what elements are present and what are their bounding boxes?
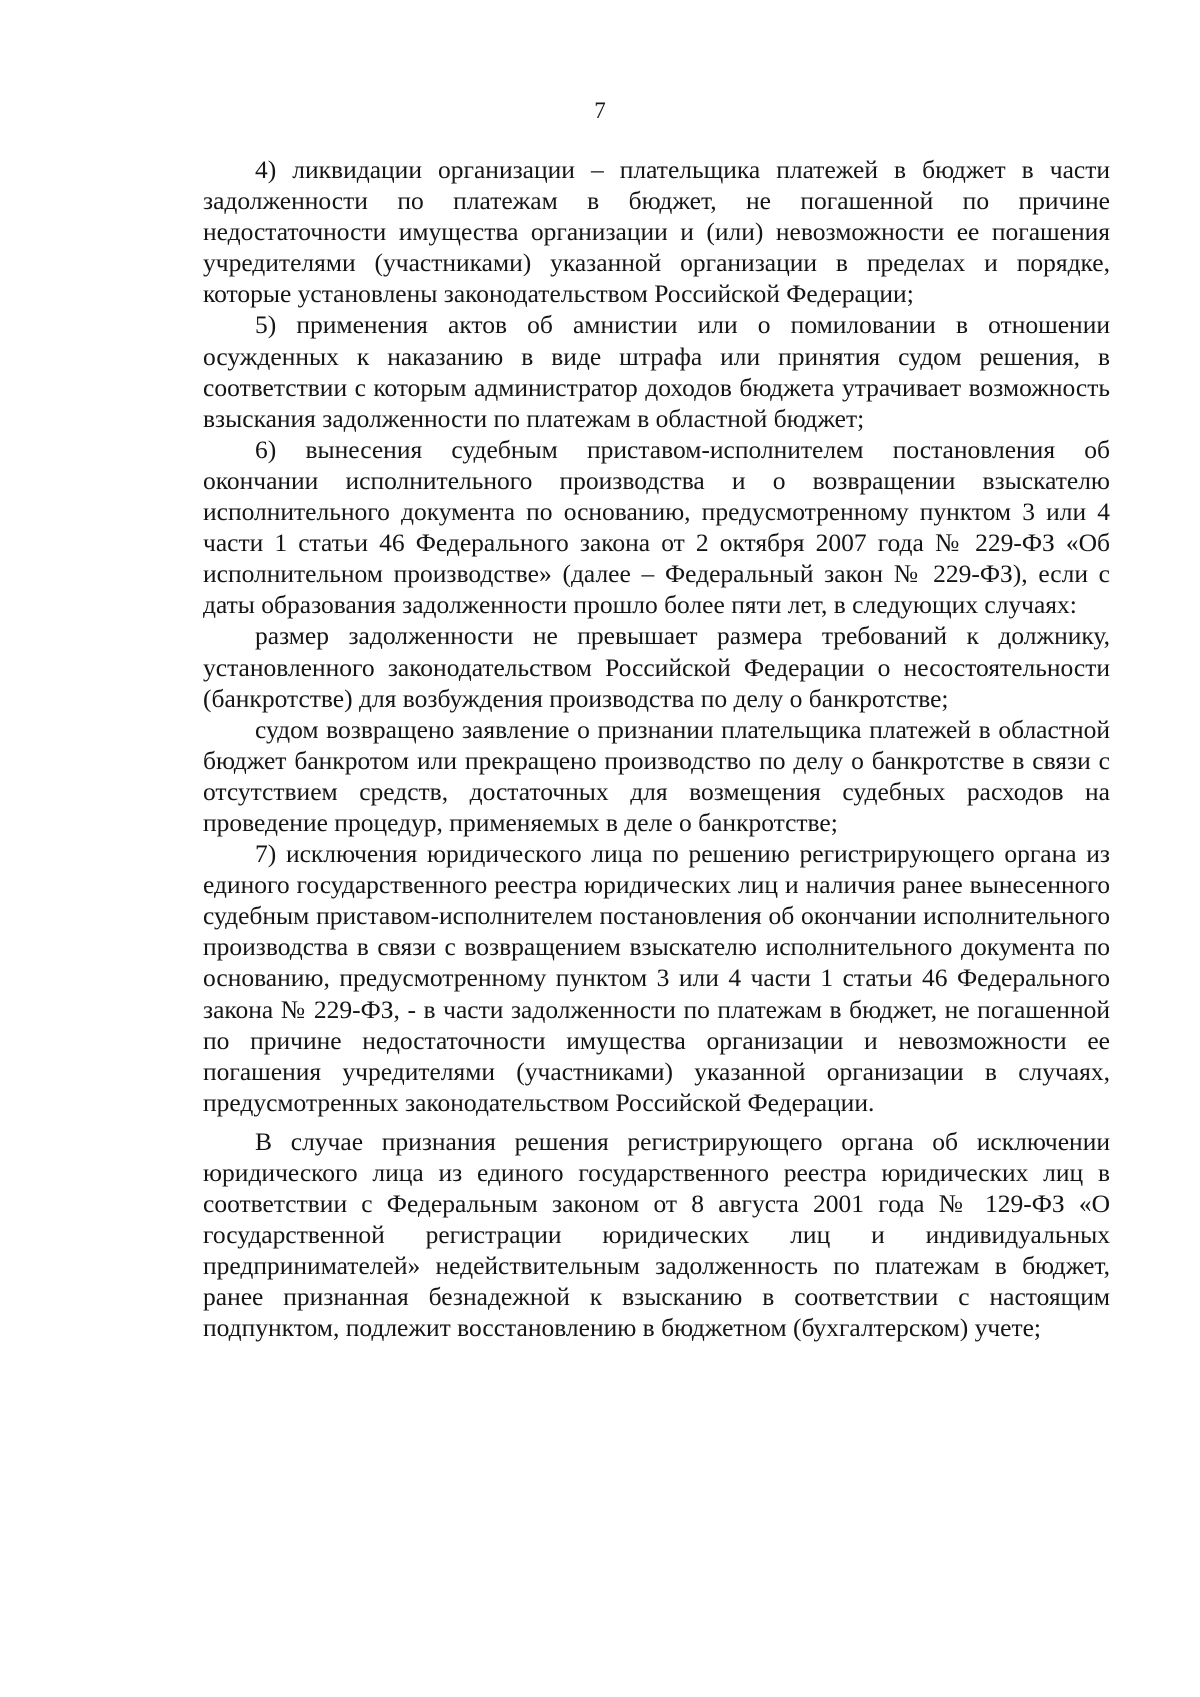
paragraph-item-7: 7) исключения юридического лица по решению регистрирующего органа из единого государственного реестра юридических лиц и наличия ранее вынесенного судебным приставом-исполнителем постановления об окончании исполнительного производства в связи с возвращением взыскателю исполнительного документа по основанию, предусмотренному пунктом 3 или 4 части 1 статьи 46 Федерального закона № 229-ФЗ, - в части задолженности по платежам в бюджет, не погашенной по причине недостаточности имущества организации и невозможности ее погашения учредителями (участниками) указанной организации в случаях, предусмотренных законодательством Российской Федерации. — [203, 839, 1110, 1117]
paragraph-item-6: 6) вынесения судебным приставом-исполнителем постановления об окончании исполнительного производства и о возвращении взыскателю исполнительного документа по основанию, предусмотренному пунктом 3 или 4 части 1 статьи 46 Федерального закона от 2 октября 2007 года № 229-ФЗ «Об исполнительном производстве» (далее – Федеральный закон № 229-ФЗ), если с даты образования задолженности прошло более пяти лет, в следующих случаях: — [203, 434, 1110, 620]
paragraph-item-5: 5) применения актов об амнистии или о помиловании в отношении осужденных к наказанию в виде штрафа или принятия судом решения, в соответствии с которым администратор доходов бюджета утрачивает возможность взыскания задолженности по платежам в областной бюджет; — [203, 310, 1110, 433]
paragraph-case-bankruptcy-returned: судом возвращено заявление о признании плательщика платежей в областной бюджет банкротом или прекращено производство по делу о банкротстве в связи с отсутствием средств, достаточных для возмещения судебных расходов на проведение процедур, применяемых в деле о банкротстве; — [203, 714, 1110, 837]
paragraph-item-4: 4) ликвидации организации – плательщика платежей в бюджет в части задолженности по платежам в бюджет, не погашенной по причине недостаточности имущества организации и (или) невозможности ее погашения учредителями (участниками) указанной организации в пределах и порядке, которые установлены законодательством Российской Федерации; — [203, 155, 1110, 309]
page-number: 7 — [594, 98, 606, 123]
paragraph-restoration-clause: В случае признания решения регистрирующего органа об исключении юридического лица из единого государственного реестра юридических лиц в соответствии с Федеральным законом от 8 августа 2001 года № 129-ФЗ «О государственной регистрации юридических лиц и индивидуальных предпринимателей» недействительным задолженность по платежам в бюджет, ранее признанная безнадежной к взысканию в соответствии с настоящим подпунктом, подлежит восстановлению в бюджетном (бухгалтерском) учете; — [203, 1126, 1110, 1343]
paragraph-case-debt-size: размер задолженности не превышает размера требований к должнику, установленного законодательством Российской Федерации о несостоятельности (банкротстве) для возбуждения производства по делу о банкротстве; — [203, 621, 1110, 713]
document-body — [203, 154, 1110, 1344]
